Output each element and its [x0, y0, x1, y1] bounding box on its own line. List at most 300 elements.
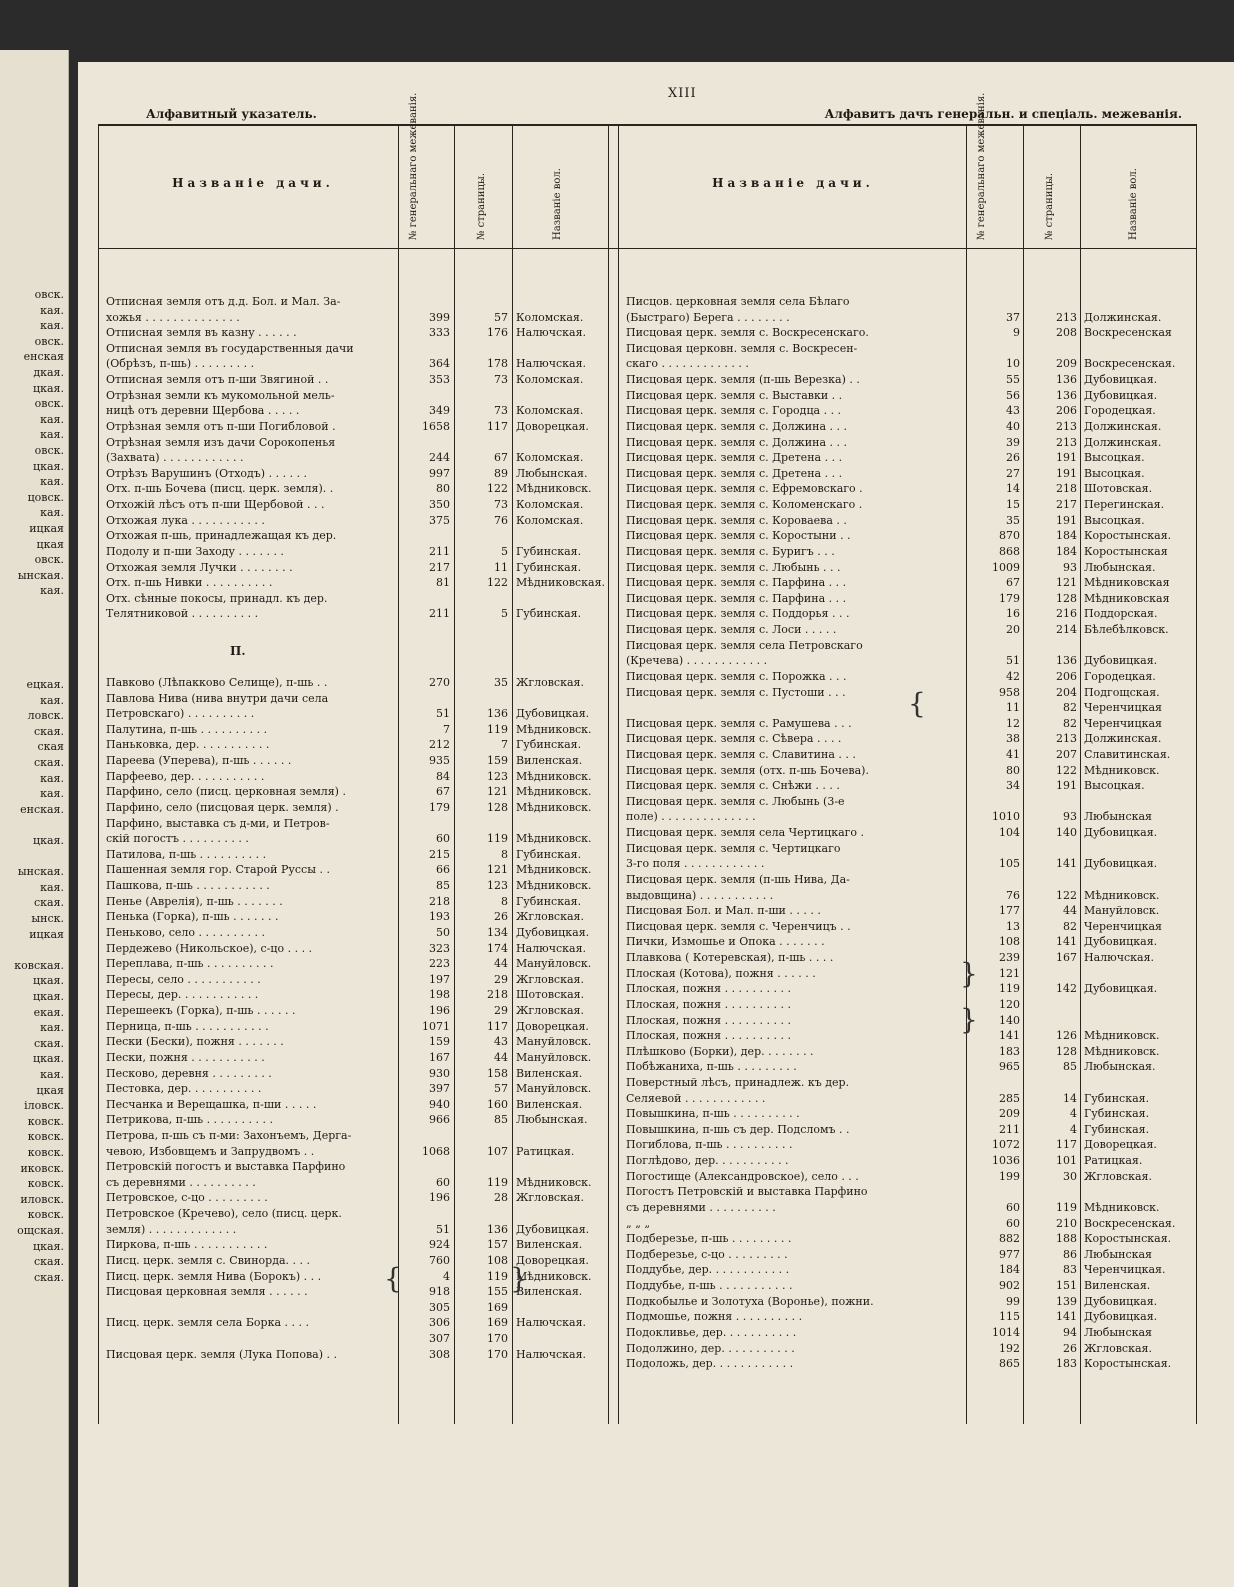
volost-name: Любынская. [516, 1113, 588, 1127]
general-number: 9 [1013, 326, 1020, 340]
page-number-cell: 206 [1056, 669, 1077, 683]
page-number-cell: 210 [1056, 1216, 1077, 1230]
page-number-cell: 8 [501, 894, 508, 908]
strip-fragment: кая. [40, 771, 64, 785]
entry-name: Отписная земля въ государственныя дачи [106, 341, 354, 355]
table-row [78, 669, 1234, 684]
table-row [78, 435, 1234, 450]
general-number: 35 [1006, 513, 1020, 527]
volost-name: Мѣдниковск. [516, 785, 592, 799]
entry-name: Поддубье, п-шь . . . . . . . . . . . [626, 1279, 793, 1293]
page-number-cell: 183 [1056, 1357, 1077, 1371]
volost-name: Высоцкая. [1084, 451, 1145, 465]
table-row [78, 1075, 1234, 1090]
volost-name: Налючская. [516, 357, 587, 371]
brace-right-1: { [908, 687, 926, 720]
page-number-cell: 167 [1056, 951, 1077, 965]
volost-name: Коростынская. [1084, 529, 1172, 543]
page-number-cell: 4 [1070, 1107, 1077, 1121]
page-number-cell: 82 [1063, 716, 1077, 730]
entry-name: Отхожій лѣсъ отъ п-ши Щербовой . . . [106, 498, 325, 512]
general-number: 60 [436, 1175, 450, 1189]
table-row [78, 497, 1234, 512]
entry-name: Писцовая церк. земля с. Дретена . . . [626, 466, 843, 480]
entry-name: Поглѣдово, дер. . . . . . . . . . . [626, 1154, 789, 1168]
general-number: 306 [429, 1316, 450, 1330]
volost-name: Дубовицкая. [516, 925, 590, 939]
general-number: 1072 [992, 1138, 1020, 1152]
table-row [78, 997, 1234, 1012]
strip-fragment: ская. [33, 1270, 64, 1284]
table-row [78, 481, 1234, 496]
page-number-cell: 136 [1056, 654, 1077, 668]
general-number: 56 [1006, 388, 1020, 402]
page-number-cell: 188 [1056, 1232, 1077, 1246]
page-number-cell: 26 [494, 910, 508, 924]
page-number-cell: 117 [487, 1019, 508, 1033]
page-number-cell: 204 [1056, 685, 1077, 699]
page-number-cell: 213 [1056, 419, 1077, 433]
header-rule [98, 248, 1196, 249]
page-number: XIII [668, 86, 697, 101]
table-row [78, 544, 1234, 559]
entry-name: Патилова, п-шь . . . . . . . . . . [106, 847, 267, 861]
brace-left-2: } [510, 1262, 528, 1295]
general-number: 51 [436, 1222, 450, 1236]
page-number-cell: 160 [487, 1097, 508, 1111]
strip-fragment: ощская. [17, 1224, 64, 1237]
volost-name: Виленская. [516, 1285, 583, 1299]
col-page-left: № страницы. [476, 172, 487, 240]
volost-name: Доворецкая. [516, 419, 589, 433]
volost-name: Губинская. [516, 738, 582, 752]
volost-name: Коломская. [516, 513, 584, 527]
entry-name: Переплава, п-шь . . . . . . . . . . [106, 957, 274, 971]
entry-name: Перешеекъ (Горка), п-шь . . . . . . [106, 1004, 296, 1018]
strip-fragment: цкая. [33, 974, 64, 988]
page-number-cell: 155 [487, 1285, 508, 1299]
col-page-right: № страницы. [1044, 172, 1055, 240]
page-number-cell: 85 [1063, 1060, 1077, 1074]
general-number: 1071 [422, 1019, 450, 1033]
strip-fragment: ская [37, 740, 64, 754]
volost-name: Виленская. [1084, 1279, 1151, 1293]
table-row [78, 716, 1234, 731]
strip-fragment: ская. [33, 756, 64, 769]
page-number-cell: 141 [1056, 935, 1077, 949]
entry-name: Писцовая церк. земля с. Коростыни . . [626, 529, 851, 543]
table-row [78, 622, 1234, 637]
strip-fragment: цкая. [33, 381, 64, 395]
strip-fragment: овск. [34, 334, 64, 348]
entry-name: Плавкова ( Котеревская), п-шь . . . . [626, 951, 834, 965]
page-number-cell: 191 [1056, 779, 1077, 793]
entry-name: Писцовая церк. земля с. Рамушева . . . [626, 716, 852, 730]
volost-name: Дубовицкая. [1084, 935, 1158, 949]
table-row [78, 1341, 1234, 1356]
general-number: 192 [999, 1341, 1020, 1355]
strip-fragment: ковск. [27, 1177, 64, 1191]
strip-fragment: кая. [40, 428, 64, 442]
entry-name: Плоская, пожня . . . . . . . . . . [626, 1013, 792, 1027]
volost-name: Мѣдниковск. [516, 863, 592, 877]
volost-name: Высоцкая. [1084, 466, 1145, 480]
entry-name: Палутина, п-шь . . . . . . . . . . [106, 722, 268, 736]
general-number: 50 [436, 925, 450, 939]
general-number: 80 [436, 482, 450, 496]
table-row [78, 341, 1234, 356]
general-number: 865 [999, 1357, 1020, 1371]
general-number: 270 [429, 676, 450, 689]
page-number-cell: 26 [1063, 1341, 1077, 1355]
strip-fragment: ковск. [27, 1114, 64, 1128]
page-number-cell: 209 [1056, 357, 1077, 371]
volost-name: Мѣдниковская. [516, 576, 606, 590]
volost-name: Мѣдниковск. [516, 879, 592, 893]
volost-name: Жгловская. [516, 972, 584, 986]
general-number: 13 [1006, 919, 1020, 933]
entry-name: Отрѣзная земля изъ дачи Сорокопенья [106, 435, 336, 449]
page-number-cell: 93 [1063, 560, 1077, 574]
volost-name: Мѣдниковск. [1084, 888, 1160, 902]
entry-name: Отх. сѣнные покосы, принадл. къ дер. [106, 591, 328, 605]
entry-name: Поверстный лѣсъ, принадлеж. къ дер. [626, 1076, 850, 1089]
entry-name: Писцовая церк. земля с. Снѣжи . . . . [626, 779, 840, 793]
volost-name: Коломская. [516, 404, 584, 418]
strip-fragment: ловск. [27, 709, 64, 723]
general-number: 218 [429, 894, 450, 908]
page-number-cell: 214 [1056, 623, 1077, 637]
entry-name: Писцовая церк. земля с. Воскресенскаго. [626, 326, 869, 340]
entry-name: Подмошье, пожня . . . . . . . . . . [626, 1310, 803, 1324]
general-number: 364 [429, 357, 450, 371]
page-number-cell: 191 [1056, 466, 1077, 480]
entry-name: Писцовая церк. земля (отх. п-шь Бочева). [626, 763, 869, 777]
entry-name: Пересы, дер. . . . . . . . . . . . [106, 988, 259, 1002]
general-number: 760 [429, 1253, 450, 1267]
page-number-cell: 139 [1056, 1294, 1077, 1308]
general-number: 55 [1006, 373, 1020, 387]
general-number: 7 [443, 722, 450, 736]
page-number-cell: 141 [1056, 1310, 1077, 1324]
col-vol-left: Названіе вол. [552, 168, 563, 240]
page-number-cell: 128 [487, 800, 508, 814]
general-number: 212 [429, 738, 450, 752]
table-row [78, 1122, 1234, 1137]
strip-fragment: іловск. [24, 1099, 64, 1113]
volost-name: Любынская. [1084, 560, 1156, 574]
entry-name: Песково, деревня . . . . . . . . . [106, 1066, 272, 1080]
entry-name: Писц. церк. земля Нива (Борокъ) . . . [106, 1269, 322, 1283]
volost-name: Мѣдниковская [1084, 576, 1170, 590]
page-number-cell: 89 [494, 466, 508, 480]
entry-name: Писцов. церковная земля села Бѣлаго [626, 295, 850, 308]
general-number: 67 [1006, 576, 1020, 590]
table-row [78, 1013, 1234, 1028]
entry-name: Писцовая церк. земля с. Должина . . . [626, 419, 847, 433]
general-number: 12 [1006, 716, 1020, 730]
table-row [78, 1137, 1234, 1152]
strip-fragment: ецкая. [26, 678, 64, 691]
strip-fragment: ская. [33, 724, 64, 738]
volost-name: Дубовицкая. [1084, 857, 1158, 871]
volost-name: Шотовская. [1084, 482, 1153, 496]
volost-name: Дубовицкая. [1084, 654, 1158, 668]
table-row [78, 513, 1234, 528]
strip-fragment: кая. [40, 693, 64, 707]
table-row [78, 981, 1234, 996]
strip-fragment: ковск. [27, 1208, 64, 1222]
general-number: 119 [999, 982, 1020, 996]
page-number-cell: 76 [494, 513, 508, 527]
volost-name: Славитинская. [1084, 747, 1171, 761]
table-row [78, 1231, 1234, 1246]
entry-name: Отрѣзная земли къ мукомольной мель- [106, 388, 335, 402]
volost-name: Высоцкая. [1084, 779, 1145, 793]
volost-name: Мѣдниковская [1084, 591, 1170, 605]
strip-fragment: екая. [33, 1005, 64, 1019]
entry-name: Плоская, пожня . . . . . . . . . . [626, 1029, 792, 1043]
entry-name: Подберезье, п-шь . . . . . . . . . [626, 1232, 792, 1246]
entry-name: Пердежево (Никольское), с-цо . . . . [106, 941, 313, 955]
general-number: 350 [429, 498, 450, 512]
general-number: 27 [1006, 466, 1020, 480]
general-number: 16 [1006, 607, 1020, 621]
entry-name: Отхожая лука . . . . . . . . . . . [106, 513, 265, 527]
strip-fragment: ская. [33, 1255, 64, 1269]
page-number-cell: 128 [1056, 591, 1077, 605]
entry-name: Пересы, село . . . . . . . . . . . [106, 972, 261, 986]
entry-name: Отх. п-шь Нивки . . . . . . . . . . [106, 576, 273, 590]
col-name-left: Названіе дачи. [172, 176, 334, 190]
volost-name: Губинская. [1084, 1122, 1150, 1136]
general-number: 11 [1006, 701, 1020, 715]
strip-fragment: ковская. [14, 958, 64, 972]
entry-name: Повышкина, п-шь съ дер. Подсломъ . . [626, 1122, 850, 1136]
entry-name: Отрѣзная земля отъ п-ши Погибловой . [106, 419, 336, 433]
general-number: 60 [1006, 1216, 1020, 1230]
general-number: 177 [999, 904, 1020, 918]
entry-name: Писцовая церк. земля (п-шь Верезка) . . [626, 373, 860, 387]
general-number: 184 [999, 1263, 1020, 1277]
general-number: 76 [1006, 888, 1020, 902]
page-number-cell: 128 [1056, 1044, 1077, 1058]
page-number-cell: 157 [487, 1238, 508, 1252]
entry-name: Писцовая церк. земля с. Парфина . . . [626, 591, 847, 605]
general-number: 239 [999, 951, 1020, 965]
entry-name: Повышкина, п-шь . . . . . . . . . . [626, 1107, 800, 1121]
volost-name: Дубовицкая. [1084, 982, 1158, 996]
entry-name: Писц. церк. земля села Борка . . . . [106, 1316, 310, 1330]
strip-fragment: овск. [34, 288, 64, 301]
page-number-cell: 159 [487, 754, 508, 768]
table-row [78, 310, 1234, 325]
general-number: 140 [999, 1013, 1020, 1027]
entry-name: Писц. церк. земля с. Свинорда. . . . [106, 1253, 311, 1267]
document-page [78, 62, 1234, 1587]
page-number-cell: 136 [487, 1222, 508, 1236]
volost-name: Черенчицкая [1084, 701, 1162, 715]
entry-name: Петрикова, п-шь . . . . . . . . . . [106, 1113, 273, 1127]
table-row [78, 372, 1234, 387]
table-row [78, 794, 1234, 809]
page-number-cell: 178 [487, 357, 508, 371]
general-number: 39 [1006, 435, 1020, 449]
page-number-cell: 14 [1063, 1091, 1077, 1105]
general-number: 37 [1006, 310, 1020, 324]
entry-name: Пенька (Горка), п-шь . . . . . . . [106, 910, 279, 924]
page-number-cell: 176 [487, 326, 508, 340]
page-number-cell: 119 [1056, 1200, 1077, 1214]
volost-name: Жгловская. [1084, 1169, 1152, 1183]
page-number-cell: 29 [494, 972, 508, 986]
page-number-cell: 141 [1056, 857, 1077, 871]
page-number-cell: 136 [1056, 373, 1077, 387]
general-number: 51 [1006, 654, 1020, 668]
general-number: 307 [429, 1332, 450, 1346]
general-number: 930 [429, 1066, 450, 1080]
general-number: 966 [429, 1113, 450, 1127]
entry-name: (Кречева) . . . . . . . . . . . . [626, 654, 768, 668]
table-row [78, 903, 1234, 918]
table-row [78, 1153, 1234, 1168]
volost-name: Высоцкая. [1084, 513, 1145, 527]
page-number-cell: 158 [487, 1066, 508, 1080]
volost-name: Воскресенская. [1084, 1216, 1176, 1230]
table-row [78, 1028, 1234, 1043]
header-right: Алфавитъ дачъ генеральн. и спеціаль. межеванія. [824, 107, 1182, 121]
general-number: 997 [429, 466, 450, 480]
general-number: 965 [999, 1060, 1020, 1074]
volost-name: Губинская. [516, 847, 582, 861]
entry-name: ницѣ отъ деревни Щербова . . . . . [106, 404, 300, 418]
section-letter: П. [230, 644, 246, 658]
strip-fragment: овск. [34, 397, 64, 411]
table-row [78, 450, 1234, 465]
page-number-cell: 213 [1056, 732, 1077, 746]
table-row [78, 1106, 1234, 1121]
general-number: 323 [429, 941, 450, 955]
entry-name: чевою, Избовщемъ и Запрудвомъ . . [106, 1144, 315, 1158]
entry-name: съ деревнями . . . . . . . . . . [626, 1200, 776, 1214]
volost-name: Мѣдниковск. [516, 769, 592, 783]
volost-name: Любынская. [516, 466, 588, 480]
general-number: 196 [429, 1191, 450, 1205]
volost-name: Губинская. [516, 894, 582, 908]
page-number-cell: 94 [1063, 1325, 1077, 1339]
entry-name: (Обрѣзъ, п-шь) . . . . . . . . . [106, 357, 255, 371]
table-row [78, 1091, 1234, 1106]
entry-name: Писцовая церк. земля с. Лоси . . . . . [626, 623, 837, 637]
volost-name: Налючская. [516, 326, 587, 340]
entry-name: Писцовая церк. земля села Петровскаго [626, 638, 863, 652]
table-row [78, 778, 1234, 793]
page-number-cell: 108 [487, 1253, 508, 1267]
entry-name: „ „ „ [626, 1216, 651, 1230]
page-number-cell: 184 [1056, 529, 1077, 543]
volost-name: Мануйловск. [516, 957, 592, 971]
volost-name: Дубовицкая. [1084, 1310, 1158, 1324]
entry-name: хожья . . . . . . . . . . . . . . [106, 310, 240, 324]
volost-name: Мануйловск. [1084, 904, 1160, 918]
entry-name: Подоложь, дер. . . . . . . . . . . . [626, 1357, 794, 1371]
entry-name: Писцовая Бол. и Мал. п-ши . . . . . [626, 904, 821, 918]
table-row [78, 1309, 1234, 1324]
general-number: 977 [999, 1247, 1020, 1261]
table-row [78, 606, 1234, 621]
table-row [78, 1169, 1234, 1184]
entry-name: Петровскаго) . . . . . . . . . . [106, 707, 255, 721]
table-row [78, 1356, 1234, 1371]
general-number: 285 [999, 1091, 1020, 1105]
page-number-cell: 121 [487, 863, 508, 877]
volost-name: Налючская. [516, 1347, 587, 1361]
volost-name: Доворецкая. [516, 1253, 589, 1267]
page-number-cell: 67 [494, 451, 508, 465]
general-number: 244 [429, 451, 450, 465]
volost-name: Мѣдниковск. [516, 1269, 592, 1283]
page-number-cell: 101 [1056, 1154, 1077, 1168]
page-number-cell: 207 [1056, 747, 1077, 761]
volost-name: Дубовицкая. [516, 707, 590, 721]
volost-name: Мѣдниковск. [1084, 763, 1160, 777]
general-number: 10 [1006, 357, 1020, 371]
entry-name: Писцовая церк. земля с. Порожка . . . [626, 669, 847, 683]
general-number: 375 [429, 513, 450, 527]
volost-name: Воскресенская. [1084, 357, 1176, 371]
strip-fragment: дкая. [33, 366, 64, 379]
entry-name: Подберезье, с-цо . . . . . . . . . [626, 1247, 788, 1261]
entry-name: Писцовая церк. земля с. Черенчицъ . . [626, 919, 851, 933]
entry-name: Писцовая церк. земля села Чертицкаго . [626, 826, 865, 840]
page-number-cell: 73 [494, 404, 508, 418]
volost-name: Коломская. [516, 451, 584, 465]
entry-name: Писцовая церк. земля с. Любынь (3-е [626, 794, 845, 808]
page-number-cell: 82 [1063, 701, 1077, 715]
volost-name: Мѣдниковск. [516, 1175, 592, 1189]
general-number: 196 [429, 1004, 450, 1018]
page-number-cell: 134 [487, 925, 508, 939]
entry-name: Пички, Измошье и Опока . . . . . . . [626, 935, 825, 949]
entry-name: Подкобылье и Золотуха (Воронье), пожни. [626, 1294, 874, 1308]
entry-name: Отрѣзъ Варушинъ (Отходъ) . . . . . . [106, 466, 308, 480]
table-row [78, 1216, 1234, 1231]
entry-name: Парфино, село (писц. церковная земля) . [106, 785, 346, 799]
page-number-cell: 5 [501, 607, 508, 621]
page-number-cell: 191 [1056, 451, 1077, 465]
volost-name: Губинская. [516, 607, 582, 621]
strip-fragment: ицкая [29, 927, 64, 941]
page-number-cell: 35 [494, 676, 508, 689]
page-number-cell: 122 [487, 576, 508, 590]
page-number-cell: 119 [487, 1269, 508, 1283]
entry-name: Перница, п-шь . . . . . . . . . . . [106, 1019, 269, 1033]
entry-name: скаго . . . . . . . . . . . . . [626, 357, 749, 371]
entry-name: Пенье (Аврелія), п-шь . . . . . . . [106, 894, 283, 908]
entry-name: Писцовая церк. земля с. Парфина . . . [626, 576, 847, 590]
header-left: Алфавитный указатель. [146, 107, 317, 121]
strip-fragment: ынская. [17, 865, 64, 879]
volost-name: Городецкая. [1084, 669, 1156, 683]
page-number-cell: 119 [487, 722, 508, 736]
table-row [78, 763, 1234, 778]
page-number-cell: 121 [1056, 576, 1077, 590]
general-number: 197 [429, 972, 450, 986]
page-number-cell: 122 [487, 482, 508, 496]
table-row [78, 966, 1234, 981]
page-number-cell: 136 [1056, 388, 1077, 402]
volost-name: Губинская. [516, 544, 582, 558]
